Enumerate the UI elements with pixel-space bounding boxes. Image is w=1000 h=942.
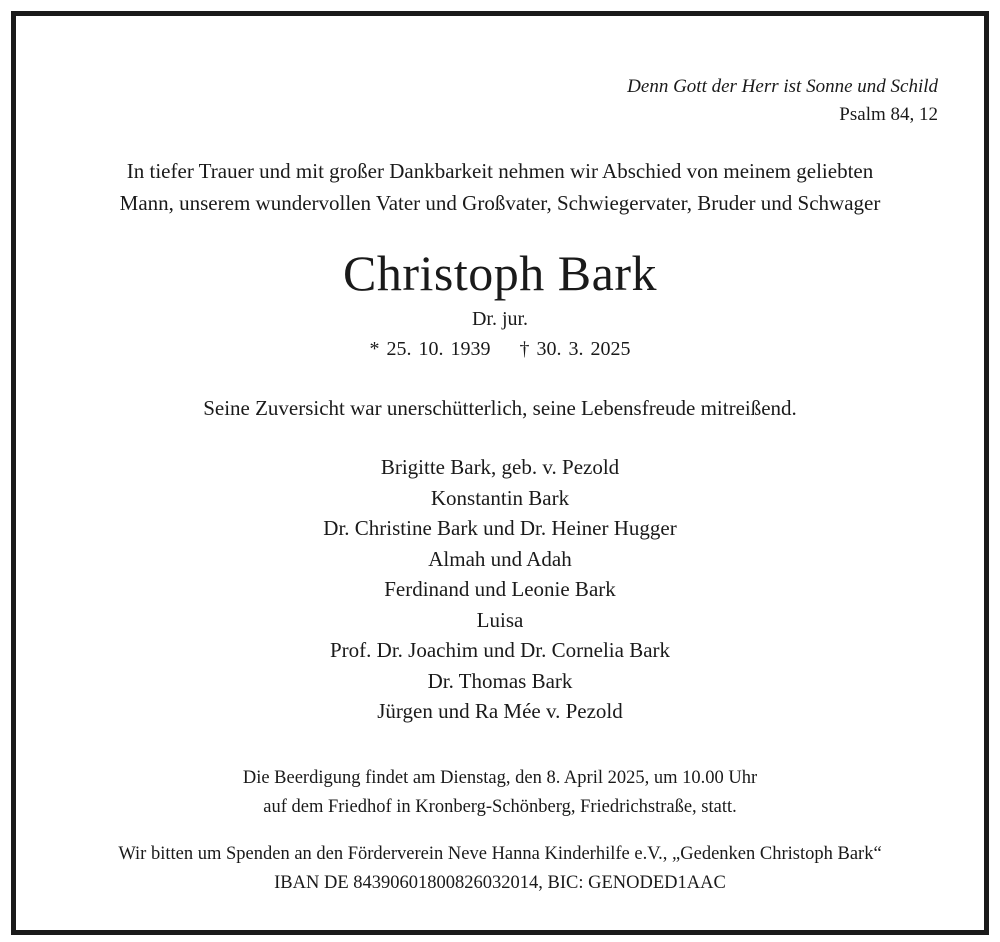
mourner-entry: Konstantin Bark: [430, 485, 570, 510]
motto: Seine Zuversicht war unerschütterlich, seine Lebensfreude mitreißend.: [203, 396, 797, 420]
deceased-title: Dr. jur.: [471, 308, 529, 330]
intro-line: In tiefer Trauer und mit großer Dankbarkeit nehmen wir Abschied von meinem geliebten: [126, 159, 874, 183]
burial-line: Die Beerdigung findet am Dienstag, den 8. April 2025, um 10.00 Uhr: [242, 768, 758, 788]
mourner-entry: Prof. Dr. Joachim und Dr. Cornelia Bark: [329, 638, 671, 662]
burial-info: [0, 764, 1000, 822]
intro-line: Mann, unserem wundervollen Vater und Großvater, Schwiegervater, Bruder und Schwager: [119, 191, 881, 215]
birth-date: * 25. 10. 1939: [369, 338, 491, 360]
epigraph-quote: Denn Gott der Herr ist Sonne und Schild: [627, 76, 938, 97]
deceased-name: Christoph Bark: [343, 245, 657, 301]
mourners-list: [0, 452, 1000, 727]
donation-line: Wir bitten um Spenden an den Förderverein Neve Hanna Kinderhilfe e.V., „Gedenken Christoph Bark“: [118, 844, 882, 864]
bank-details: IBAN DE 84390601800826032014, BIC: GENODED1AAC: [274, 873, 726, 893]
mourner-entry: Almah und Adah: [428, 546, 572, 571]
mourner-entry: Luisa: [476, 607, 524, 632]
mourner-entry: Ferdinand und Leonie Bark: [384, 577, 616, 601]
mourner-entry: Brigitte Bark, geb. v. Pezold: [380, 455, 620, 479]
mourner-entry: Dr. Thomas Bark: [427, 668, 573, 693]
mourner-entry: Jürgen und Ra Mée v. Pezold: [377, 699, 623, 723]
burial-line: auf dem Friedhof in Kronberg-Schönberg, Friedrichstraße, statt.: [263, 797, 737, 817]
life-dates: [0, 338, 1000, 361]
death-date: † 30. 3. 2025: [519, 338, 631, 360]
donation-info: [0, 840, 1000, 898]
intro-text: [0, 155, 1000, 219]
mourner-entry: Dr. Christine Bark und Dr. Heiner Hugger: [323, 516, 677, 540]
epigraph-reference: Psalm 84, 12: [839, 104, 938, 125]
